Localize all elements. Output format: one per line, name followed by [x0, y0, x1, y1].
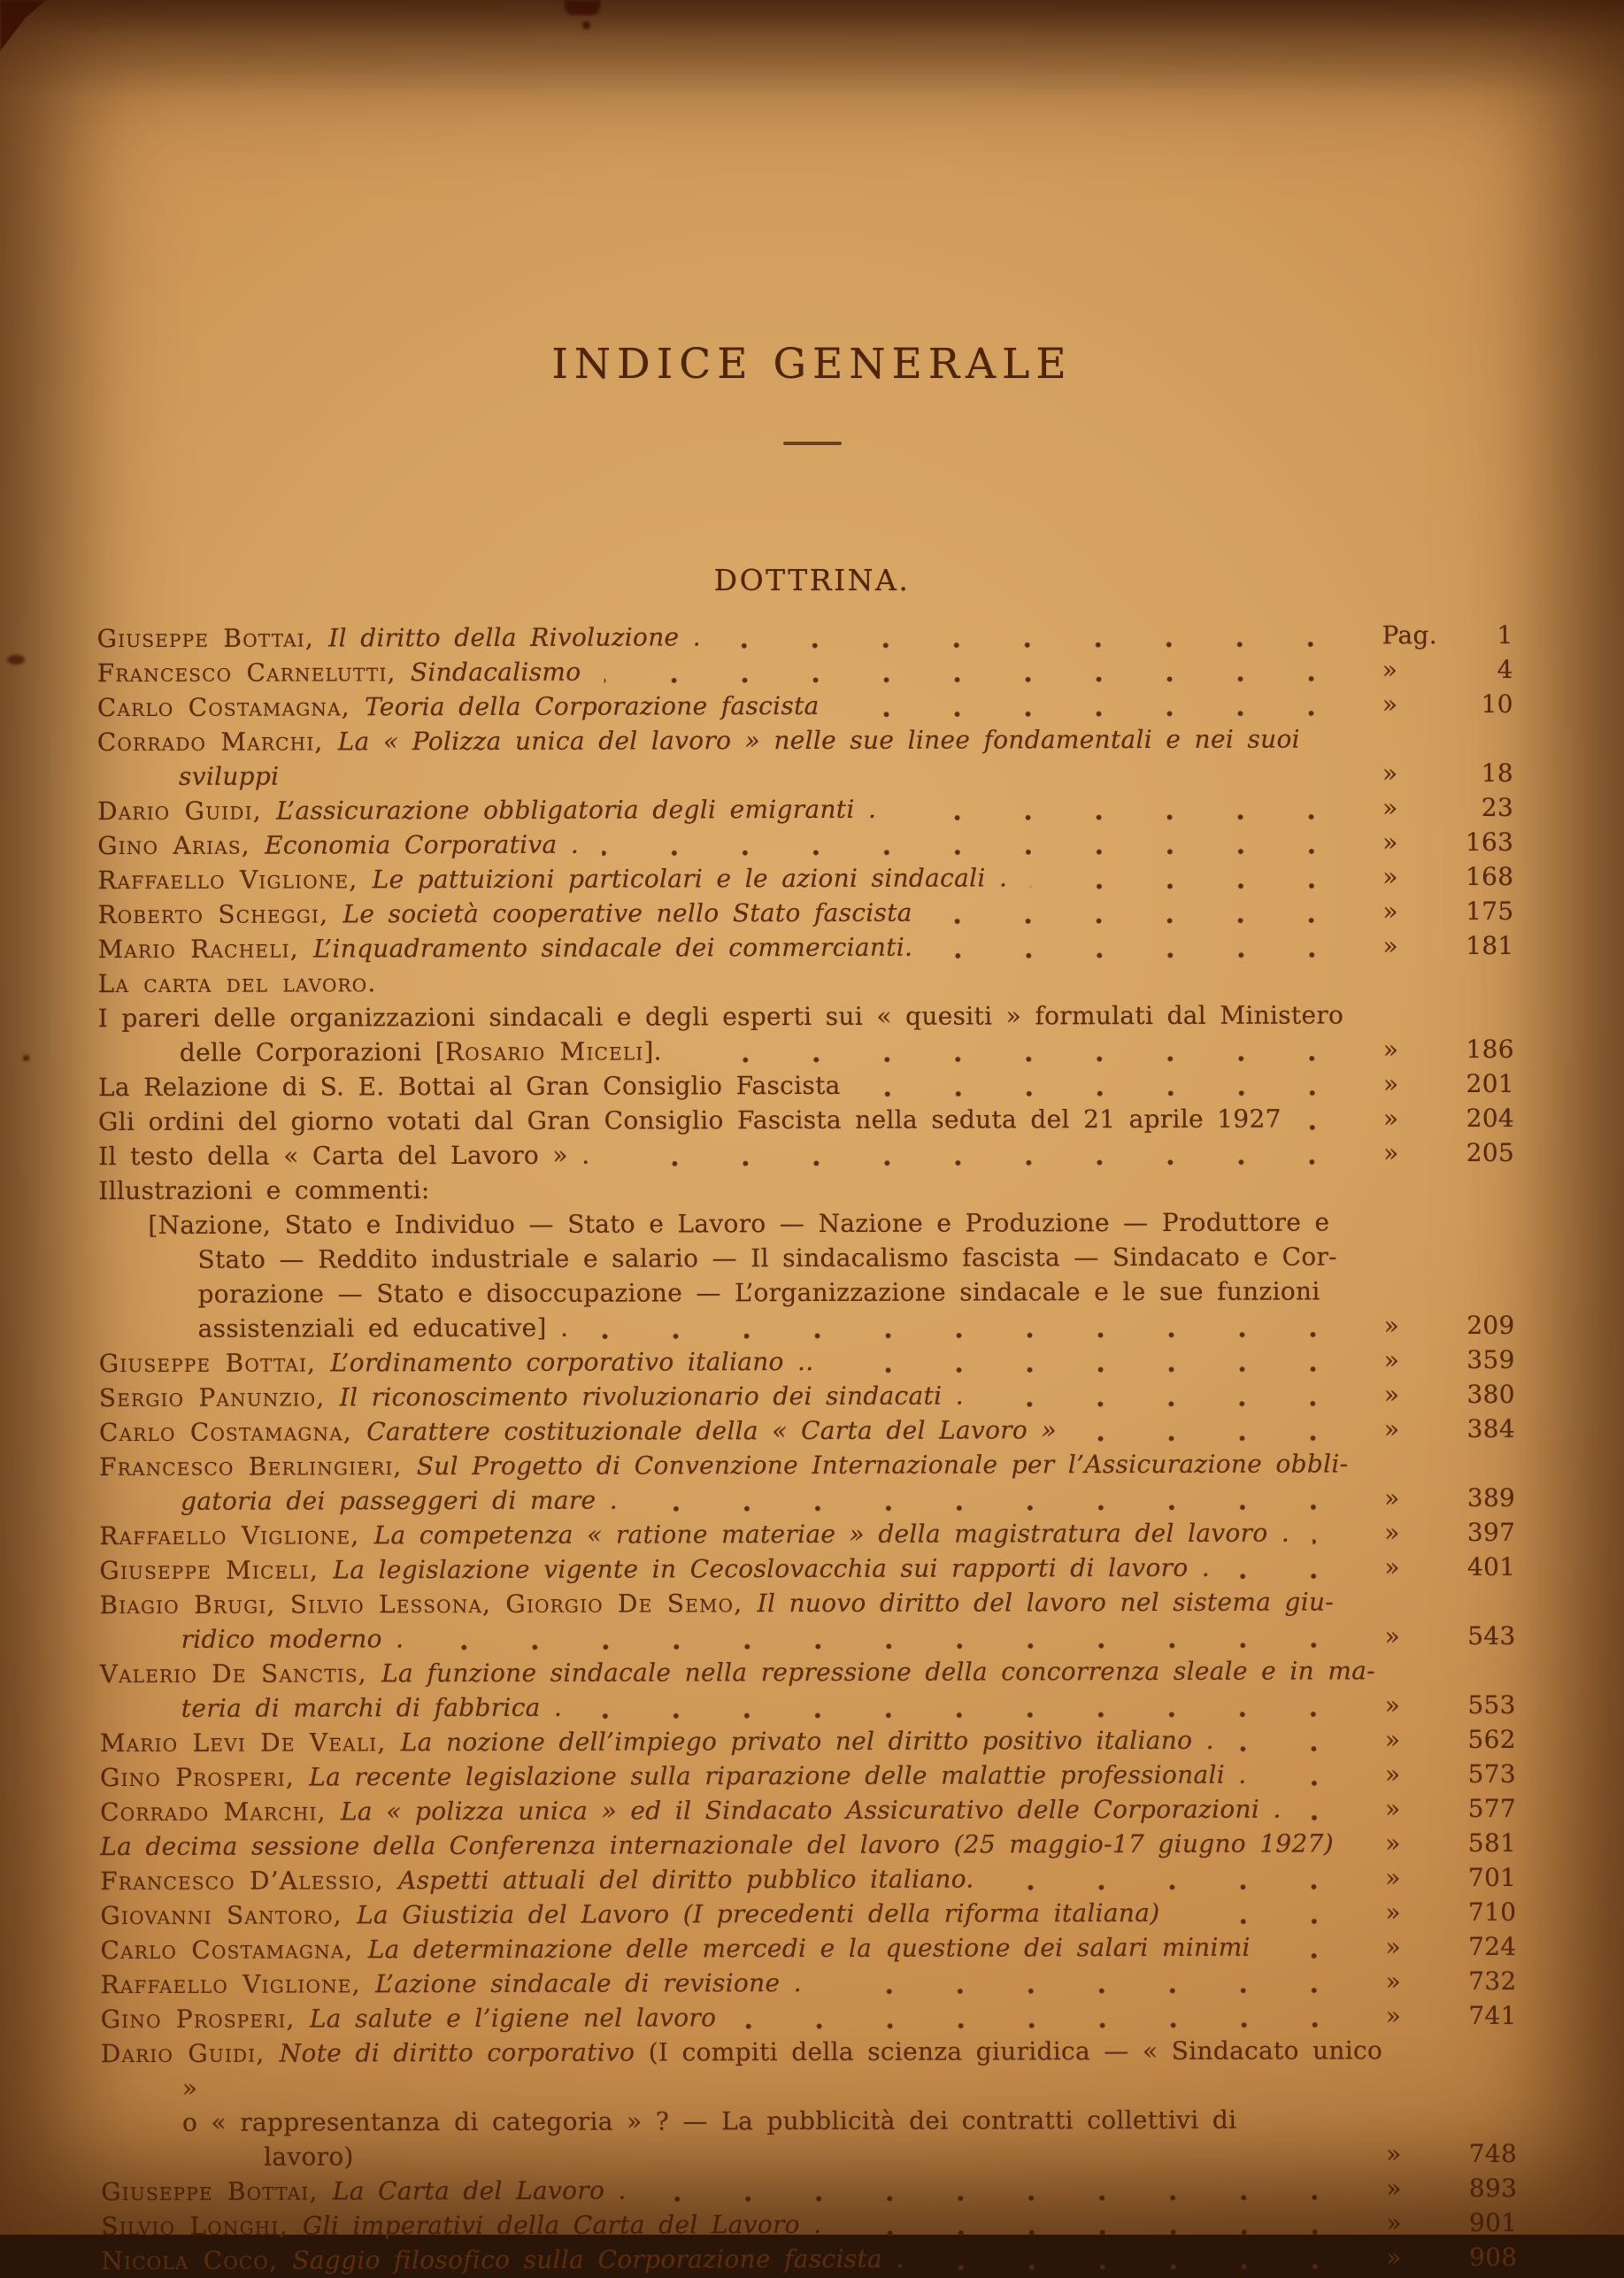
page-ref-symbol: » [1382, 652, 1398, 687]
toc-entry-text: Dario Guidi, L’assicurazione obbligatoria degli emigranti . [97, 790, 1382, 828]
toc-entry-pageref [1385, 1895, 1516, 1929]
dot-leader [1233, 1573, 1381, 1579]
page-ref-symbol: » [1386, 2205, 1402, 2240]
dot-leader [1237, 1745, 1382, 1751]
toc-entry-text: Il testo della « Carta del Lavoro » . [98, 1135, 1383, 1174]
toc-entry-pageref [1386, 1964, 1517, 1998]
toc-entry-text: I pareri delle organizzazioni sindacali e degli esperti sui « quesiti » formulati dal Ministero delle Corporazioni [Rosario Miceli]. [98, 997, 1383, 1070]
page-number: 562 [1467, 1722, 1515, 1757]
toc-entry-text: Giuseppe Bottai, La Carta del Lavoro . [101, 2171, 1386, 2209]
toc-entry-text: Mario Racheli, L’inquadramento sindacale dei commercianti. [97, 928, 1382, 966]
page-number: 181 [1466, 928, 1513, 963]
page-ref-symbol: » [1386, 2240, 1402, 2274]
page-ref-symbol: » [1383, 1066, 1399, 1101]
page-number: 397 [1467, 1515, 1515, 1550]
toc-entry [99, 1377, 1515, 1415]
photo-artifact [0, 0, 46, 51]
page-number: 389 [1467, 1481, 1515, 1515]
dot-leader [997, 1883, 1382, 1890]
toc-entry-pageref [1385, 1688, 1516, 1722]
dot-leader [1358, 779, 1379, 785]
dot-leader [935, 951, 1379, 958]
page-number: 901 [1469, 2205, 1517, 2240]
toc-entry [97, 894, 1513, 932]
toc-entry-pageref [1385, 1929, 1516, 1964]
toc-entry-pageref [1385, 1722, 1516, 1757]
toc-entry-text: Carlo Costamagna, Carattere costituzionale della « Carta del Lavoro » [99, 1412, 1384, 1450]
page-ref-symbol: » [1385, 1757, 1401, 1791]
toc-entry-pageref [1385, 1826, 1516, 1860]
toc-entry-pageref [1384, 1550, 1515, 1584]
dot-leader [864, 1089, 1380, 1097]
toc-entry-pageref [1385, 1860, 1516, 1895]
toc-entry-text: Gino Prosperi, La salute e l’igiene nel lavoro [101, 1998, 1386, 2036]
page-ref-symbol: » [1382, 928, 1398, 963]
toc-entry-pageref [1382, 687, 1513, 721]
page-ref-symbol: » [1382, 859, 1398, 894]
toc-entry-pageref [1382, 825, 1513, 859]
page-ref-symbol: » [1386, 2136, 1402, 2171]
dot-leader [602, 848, 1379, 856]
dot-leader [1359, 2159, 1382, 2166]
toc-entry [101, 2171, 1517, 2209]
toc-entry [99, 1343, 1515, 1381]
toc-entry-text: Giuseppe Bottai, L’ordinamento corporativo italiano .. [99, 1343, 1384, 1381]
page-number: 1 [1497, 618, 1512, 652]
dot-leader [724, 641, 1379, 649]
toc-entry [97, 928, 1513, 966]
page-number: 732 [1468, 1964, 1516, 1998]
toc-entry-pageref [1384, 1377, 1515, 1412]
toc-entry [98, 1135, 1514, 1174]
photo-artifact [7, 655, 25, 665]
page-ref-symbol: » [1382, 894, 1398, 928]
dot-leader [836, 1366, 1380, 1374]
toc-entry-text: Raffaello Viglione, La competenza « ratione materiae » della magistratura del lavoro . [99, 1515, 1384, 1553]
toc-entry-text: La Relazione di S. E. Bottai al Gran Consiglio Fascista [98, 1066, 1383, 1104]
toc-entry-text: Giovanni Santoro, La Giustizia del Lavoro (I precedenti della riforma italiana) [100, 1895, 1385, 1933]
toc-entry-text: Giuseppe Miceli, La legislazione vigente in Cecoslovacchia sui rapporti di lavoro . [99, 1550, 1384, 1588]
toc-entry [100, 1895, 1516, 1933]
page-number: 710 [1468, 1895, 1516, 1929]
page-number: 577 [1468, 1791, 1516, 1826]
page-number: 168 [1466, 859, 1513, 894]
page-number: 401 [1467, 1550, 1515, 1584]
dot-leader [935, 917, 1380, 924]
title-rule [783, 442, 842, 445]
toc-entry [99, 1584, 1515, 1657]
dot-leader [1305, 1124, 1380, 1130]
page-ref-symbol: » [1386, 1998, 1402, 2033]
dot-leader [685, 1055, 1380, 1063]
page-ref-symbol: » [1382, 687, 1398, 721]
page-ref-symbol: » [1386, 2171, 1402, 2205]
toc-entry-text: Gli ordini del giorno votati dal Gran Consiglio Fascista nella seduta del 21 aprile 1927 [98, 1101, 1383, 1139]
page-number: 581 [1468, 1826, 1516, 1860]
toc-entry-pageref [1386, 2171, 1517, 2205]
toc-entry-pageref [1385, 1619, 1516, 1653]
toc-entry-text: Gino Prosperi, La recente legislazione sulla riparazione delle malattie professionali . [100, 1757, 1385, 1795]
toc-entry [101, 1998, 1517, 2036]
page-ref-symbol: » [1384, 1550, 1400, 1584]
toc-entry-text: Illustrazioni e commenti: [98, 1170, 1383, 1208]
toc-entry-text: [Nazione, Stato e Individuo — Stato e Lavoro — Nazione e Produzione — Produttore e Stato — Reddito industriale e salario — Il sindacalismo fascista — Sindacato e Cor- porazione — Stato e disoccupazione — L’organizzazione sindacale e le sue funzioni assistenziali ed educative] . [98, 1204, 1383, 1346]
page-ref-symbol: » [1385, 1929, 1401, 1964]
toc-entry-pageref [1383, 1032, 1514, 1066]
toc-entry-pageref [1383, 1101, 1514, 1135]
dot-leader [899, 813, 1379, 820]
photo-artifact [23, 1055, 29, 1061]
toc-entry [101, 2033, 1517, 2174]
dot-leader [1182, 1918, 1382, 1925]
page-ref-symbol: » [1385, 1895, 1401, 1929]
page-ref-symbol: » [1384, 1515, 1400, 1550]
toc-entry-text: Valerio De Sanctis, La funzione sindacale nella repressione della concorrenza sleale e in ma- teria di marchi di fabbrica . [100, 1653, 1385, 1726]
page-number: 23 [1482, 790, 1513, 825]
dot-leader [1357, 1849, 1382, 1855]
toc-entry-text: Nicola Coco, Saggio filosofico sulla Corporazione fascista . [101, 2240, 1386, 2278]
page-ref-symbol: » [1383, 1135, 1399, 1170]
page-ref-symbol: » [1385, 1791, 1401, 1826]
toc-entry-text: Sergio Panunzio, Il riconoscimento rivoluzionario dei sindacati . [99, 1377, 1384, 1415]
dot-leader [641, 1504, 1381, 1512]
page-ref-symbol: » [1385, 1860, 1401, 1895]
toc-entry-text: Dario Guidi, Note di diritto corporativo (I compiti della scienza giuridica — « Sindacato unico » o « rappresentanza di categoria » ? — La pubblicità dei contratti collettivi di lavoro) [101, 2033, 1386, 2174]
toc-entry-text: Carlo Costamagna, Teoria della Corporazione fascista [97, 687, 1382, 725]
dot-leader [1080, 1435, 1381, 1442]
page-ref-symbol: » [1384, 1343, 1400, 1377]
toc-entry [100, 1757, 1516, 1795]
toc-entry-pageref [1385, 1757, 1516, 1791]
dot-leader [739, 2021, 1382, 2029]
toc-entry-pageref [1384, 1343, 1515, 1377]
toc-entry [100, 1929, 1516, 1967]
page-number: 384 [1467, 1412, 1515, 1446]
page-number: 741 [1468, 1998, 1516, 2033]
toc-entry-text: Carlo Costamagna, La determinazione delle mercedi e la questione dei salari minimi [100, 1929, 1385, 1967]
toc-entry-text: Francesco Berlingieri, Sul Progetto di Convenzione Internazionale per l’Assicurazione obbli- gatoria dei passeggeri di mare . [99, 1446, 1384, 1519]
page-ref-symbol: » [1382, 756, 1398, 790]
page-number: 573 [1468, 1757, 1516, 1791]
toc-entry [98, 1170, 1514, 1208]
toc-entry-text: Roberto Scheggi, Le società cooperative nello Stato fascista [97, 894, 1382, 932]
toc-entry [97, 618, 1513, 656]
toc-entry-pageref [1386, 2136, 1517, 2171]
toc-entry [99, 1550, 1515, 1588]
toc-entry [98, 997, 1514, 1070]
page-ref-symbol: » [1382, 790, 1398, 825]
toc-entry-pageref [1382, 928, 1513, 963]
page-number: 380 [1466, 1377, 1514, 1412]
page-ref-symbol: » [1384, 1377, 1400, 1412]
toc-entry-text: Gino Arias, Economia Corporativa . [97, 825, 1382, 863]
dot-leader [825, 1987, 1382, 1995]
toc-entry [101, 2205, 1517, 2243]
page-ref-symbol: » [1383, 1032, 1399, 1066]
section-heading-dottrina: DOTTRINA. [0, 563, 1624, 597]
page-ref-symbol: » [1385, 1688, 1401, 1722]
page-number: 175 [1466, 894, 1513, 928]
dot-leader [612, 1158, 1380, 1166]
toc-entry-pageref [1385, 1791, 1516, 1826]
toc-entry-text: Francesco D’Alessio, Aspetti attuali del diritto pubblico italiano. [100, 1860, 1385, 1898]
page-number: 204 [1466, 1101, 1514, 1135]
dot-leader [650, 2194, 1383, 2202]
toc-entry-text: Silvio Longhi, Gli imperativi della Carta del Lavoro . [101, 2205, 1386, 2243]
toc-entry-text: La decima sessione della Conferenza internazionale del lavoro (25 maggio-17 giugno 1927) [100, 1826, 1385, 1864]
page-ref-symbol: » [1384, 1308, 1400, 1343]
toc-entry [97, 721, 1513, 794]
toc-entry-pageref [1383, 1135, 1514, 1170]
toc-entry-pageref [1382, 894, 1513, 928]
toc-entry-pageref [1382, 790, 1513, 825]
page-number: 4 [1497, 652, 1513, 687]
page-number: 163 [1466, 825, 1513, 859]
page-ref-symbol: » [1383, 1101, 1399, 1135]
dot-leader [585, 1711, 1382, 1719]
toc-entry [97, 687, 1513, 725]
toc-entry-text: Francesco Carnelutti, Sindacalismo [97, 652, 1382, 690]
dot-leader [1274, 1952, 1382, 1959]
dot-leader [927, 2263, 1383, 2270]
toc-entry-text: Biagio Brugi, Silvio Lessona, Giorgio De Semo, Il nuovo diritto del lavoro nel sistema giu- ridico moderno . [99, 1584, 1384, 1657]
toc-entry [101, 1964, 1517, 2002]
toc-entry-pageref [1386, 2240, 1517, 2274]
dot-leader [604, 675, 1378, 683]
toc-entry-text: Mario Levi De Veali, La nozione dell’impiego privato nel diritto positivo italiano . [100, 1722, 1385, 1760]
toc-entry-pageref [1384, 1515, 1515, 1550]
page-ref-symbol: » [1384, 1412, 1400, 1446]
dot-leader [987, 1400, 1381, 1407]
page-number: 543 [1467, 1619, 1515, 1653]
page-number: 908 [1469, 2240, 1517, 2274]
toc-entry [97, 825, 1513, 863]
page-number: 201 [1466, 1066, 1514, 1101]
toc-entry [97, 652, 1513, 690]
page-number: 10 [1482, 687, 1513, 721]
toc-entry [99, 1446, 1515, 1519]
toc-entry [100, 1653, 1516, 1726]
toc-entry [100, 1791, 1516, 1829]
toc-entry-pageref [1382, 859, 1513, 894]
toc-entry-text: Corrado Marchi, La « polizza unica » ed il Sindacato Assicurativo delle Corporazioni . [100, 1791, 1385, 1829]
page-number: 893 [1469, 2171, 1517, 2205]
toc-entry [100, 1860, 1516, 1898]
toc-entry-pageref [1384, 1412, 1515, 1446]
toc-entry-pageref [1383, 1066, 1514, 1101]
dot-leader [844, 2228, 1382, 2236]
page-ref-symbol: » [1385, 1619, 1401, 1653]
page-number: 748 [1469, 2136, 1517, 2171]
toc-list [97, 618, 1518, 2278]
page-ref-symbol: Pag. [1382, 618, 1437, 652]
toc-entry [98, 963, 1514, 1001]
page-ref-symbol: » [1385, 1826, 1401, 1860]
toc-entry-text: La carta del lavoro. [98, 963, 1383, 1001]
page-number: 205 [1466, 1135, 1514, 1170]
toc-entry [99, 1515, 1515, 1553]
toc-entry-pageref [1384, 1481, 1515, 1515]
page-ref-symbol: » [1386, 1964, 1402, 1998]
page-title: INDICE GENERALE [0, 340, 1624, 389]
toc-entry-text: Raffaello Viglione, Le pattuizioni particolari e le azioni sindacali . [97, 859, 1382, 897]
dot-leader [427, 1642, 1381, 1651]
dot-leader [1270, 1780, 1382, 1786]
page-ref-symbol: » [1385, 1722, 1401, 1757]
toc-entry-pageref [1386, 1998, 1517, 2033]
page-number: 701 [1468, 1860, 1516, 1895]
dot-leader [1030, 882, 1379, 889]
toc-entry [97, 790, 1513, 828]
page-number: 18 [1482, 756, 1513, 790]
toc-entry [98, 1066, 1514, 1104]
toc-entry-pageref [1386, 2205, 1517, 2240]
page-ref-symbol: » [1382, 825, 1398, 859]
toc-entry [98, 1101, 1514, 1139]
toc-entry-text: Giuseppe Bottai, Il diritto della Rivoluzione . [97, 618, 1382, 656]
dot-leader [1312, 1538, 1381, 1544]
toc-entry [100, 1722, 1516, 1760]
photo-artifact [582, 21, 590, 29]
page-number: 209 [1466, 1308, 1514, 1343]
toc-entry [99, 1412, 1515, 1450]
toc-entry-pageref [1384, 1308, 1515, 1343]
toc-entry-text: Raffaello Viglione, L’azione sindacale di revisione . [101, 1964, 1386, 2002]
toc-entry [101, 2240, 1517, 2278]
toc-entry [98, 1204, 1514, 1346]
dot-leader [843, 710, 1379, 718]
page-number: 359 [1466, 1343, 1514, 1377]
toc-entry [97, 859, 1513, 897]
page-number: 724 [1468, 1929, 1516, 1964]
toc-entry [100, 1826, 1516, 1864]
dot-leader [1305, 1814, 1382, 1820]
photo-artifact [565, 0, 600, 15]
toc-entry-text: Corrado Marchi, La « Polizza unica del lavoro » nelle sue linee fondamentali e nei suoi sviluppi [97, 721, 1382, 794]
toc-entry-pageref [1382, 652, 1513, 687]
page-number: 553 [1467, 1688, 1515, 1722]
toc-entry-pageref [1382, 756, 1513, 790]
photo-top-shade [0, 0, 1624, 97]
dot-leader [591, 1331, 1380, 1339]
toc-entry-pageref [1382, 618, 1513, 652]
page-ref-symbol: » [1384, 1481, 1400, 1515]
page-number: 186 [1466, 1032, 1513, 1066]
